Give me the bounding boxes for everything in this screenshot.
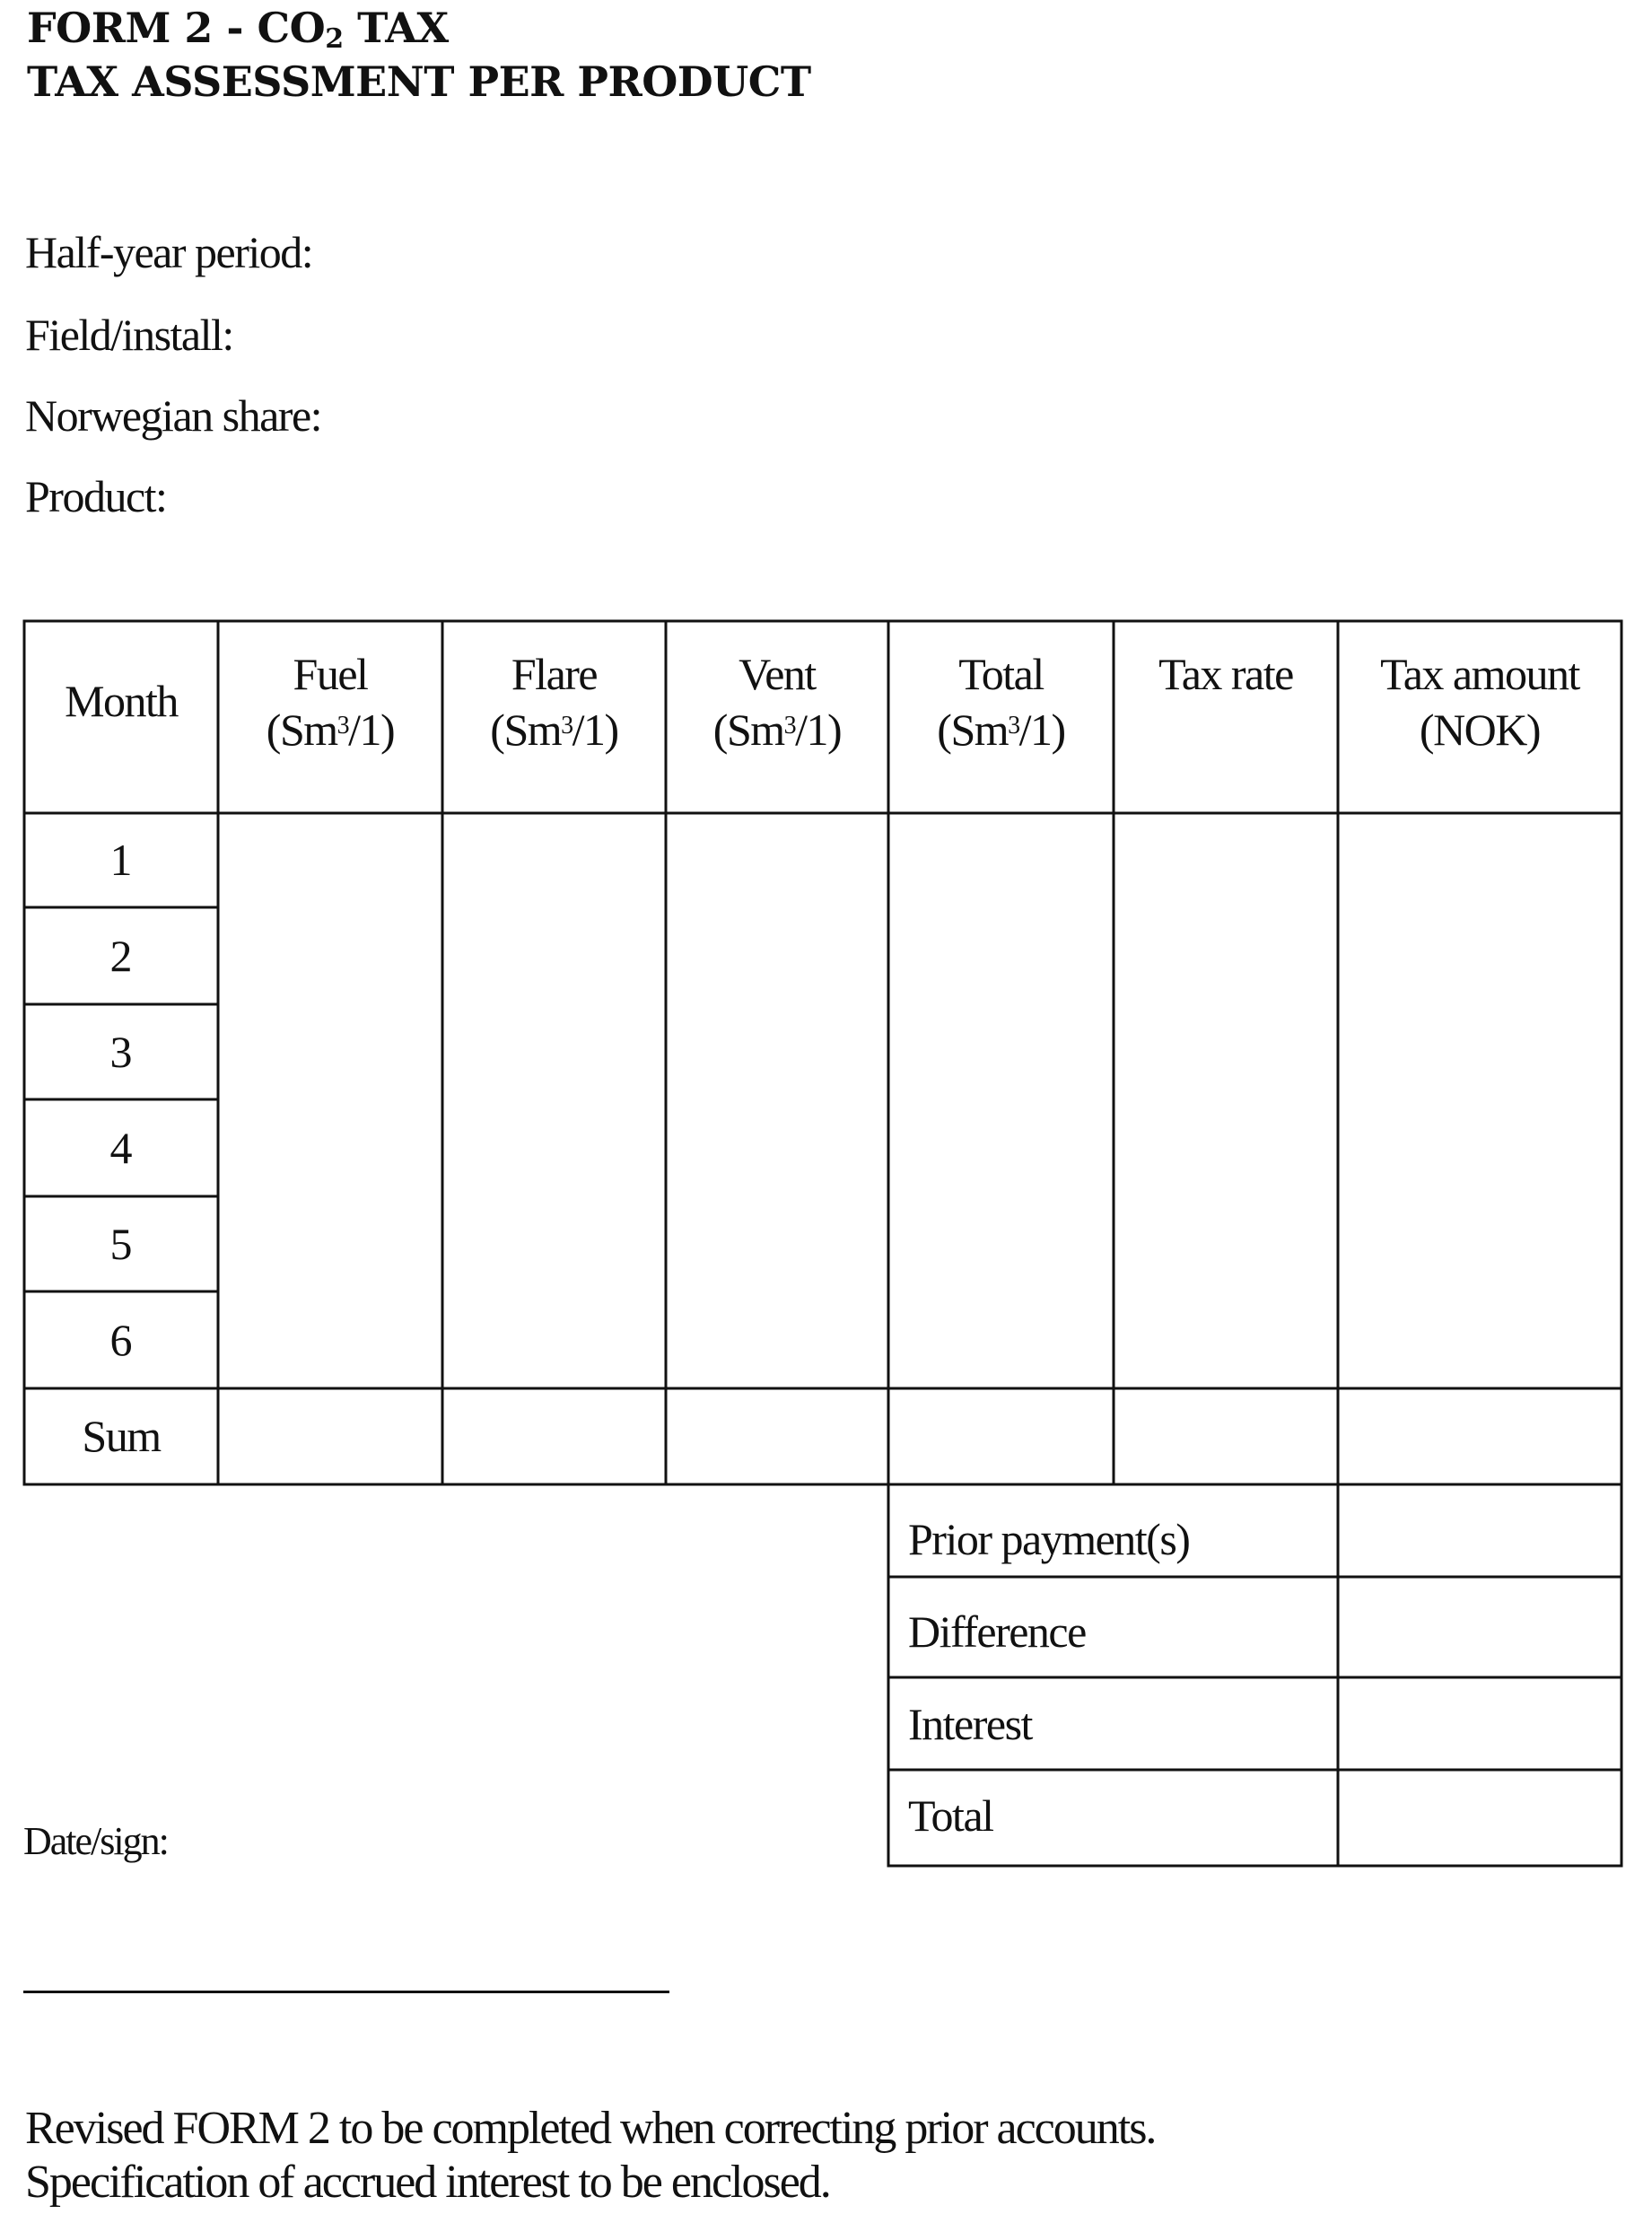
- header-tax-rate: Tax rate: [1158, 649, 1293, 699]
- header-month: Month: [65, 676, 178, 726]
- header-fuel-unit: (Sm$^3$/1): [266, 705, 395, 755]
- header-flare-unit: (Sm$^3$/1): [490, 705, 618, 755]
- signature-line: [23, 1991, 669, 1993]
- note-revised-form: Revised FORM 2 to be completed when correcting prior accounts.: [25, 2103, 1156, 2154]
- field-install-label: Field/install:: [25, 310, 233, 360]
- difference-label: Difference: [908, 1606, 1086, 1657]
- form-subtitle: TAX ASSESSMENT PER PRODUCT: [27, 57, 811, 106]
- sum-label: Sum: [82, 1411, 161, 1461]
- header-flare-label: Flare: [511, 649, 598, 699]
- header-tax-amount: [1338, 646, 1621, 757]
- header-tax-amount-label: Tax amount: [1380, 649, 1579, 699]
- prior-payments-label: Prior payment(s): [908, 1514, 1190, 1564]
- date-sign-label: Date/sign:: [23, 1819, 168, 1863]
- product-label: Product:: [25, 471, 167, 521]
- header-tax-amount-unit: (NOK): [1419, 705, 1541, 755]
- header-fuel-label: Fuel: [293, 649, 368, 699]
- month-cell-3: 3: [109, 1027, 133, 1077]
- header-vent-unit: (Sm$^3$/1): [712, 705, 842, 755]
- month-cell-2: 2: [109, 931, 133, 981]
- interest-label: Interest: [908, 1699, 1032, 1749]
- header-flare: [442, 646, 666, 757]
- header-vent-label: Vent: [739, 649, 816, 699]
- half-year-period-label: Half-year period:: [25, 227, 313, 277]
- norwegian-share-label: Norwegian share:: [25, 390, 322, 441]
- form-title: FORM $2 - CO_2$ TAX: [27, 4, 449, 55]
- header-total: [888, 646, 1114, 757]
- month-cell-1: 1: [109, 835, 133, 885]
- header-total-label: Total: [958, 649, 1044, 699]
- header-fuel: [218, 646, 442, 757]
- month-cell-6: 6: [109, 1315, 133, 1365]
- month-cell-4: 4: [109, 1123, 133, 1173]
- month-cell-5: 5: [109, 1219, 133, 1269]
- header-total-unit: (Sm$^3$/1): [937, 705, 1065, 755]
- header-vent: [666, 646, 888, 757]
- total-label: Total: [908, 1790, 993, 1841]
- note-interest-spec: Specification of accrued interest to be enclosed.: [25, 2157, 830, 2208]
